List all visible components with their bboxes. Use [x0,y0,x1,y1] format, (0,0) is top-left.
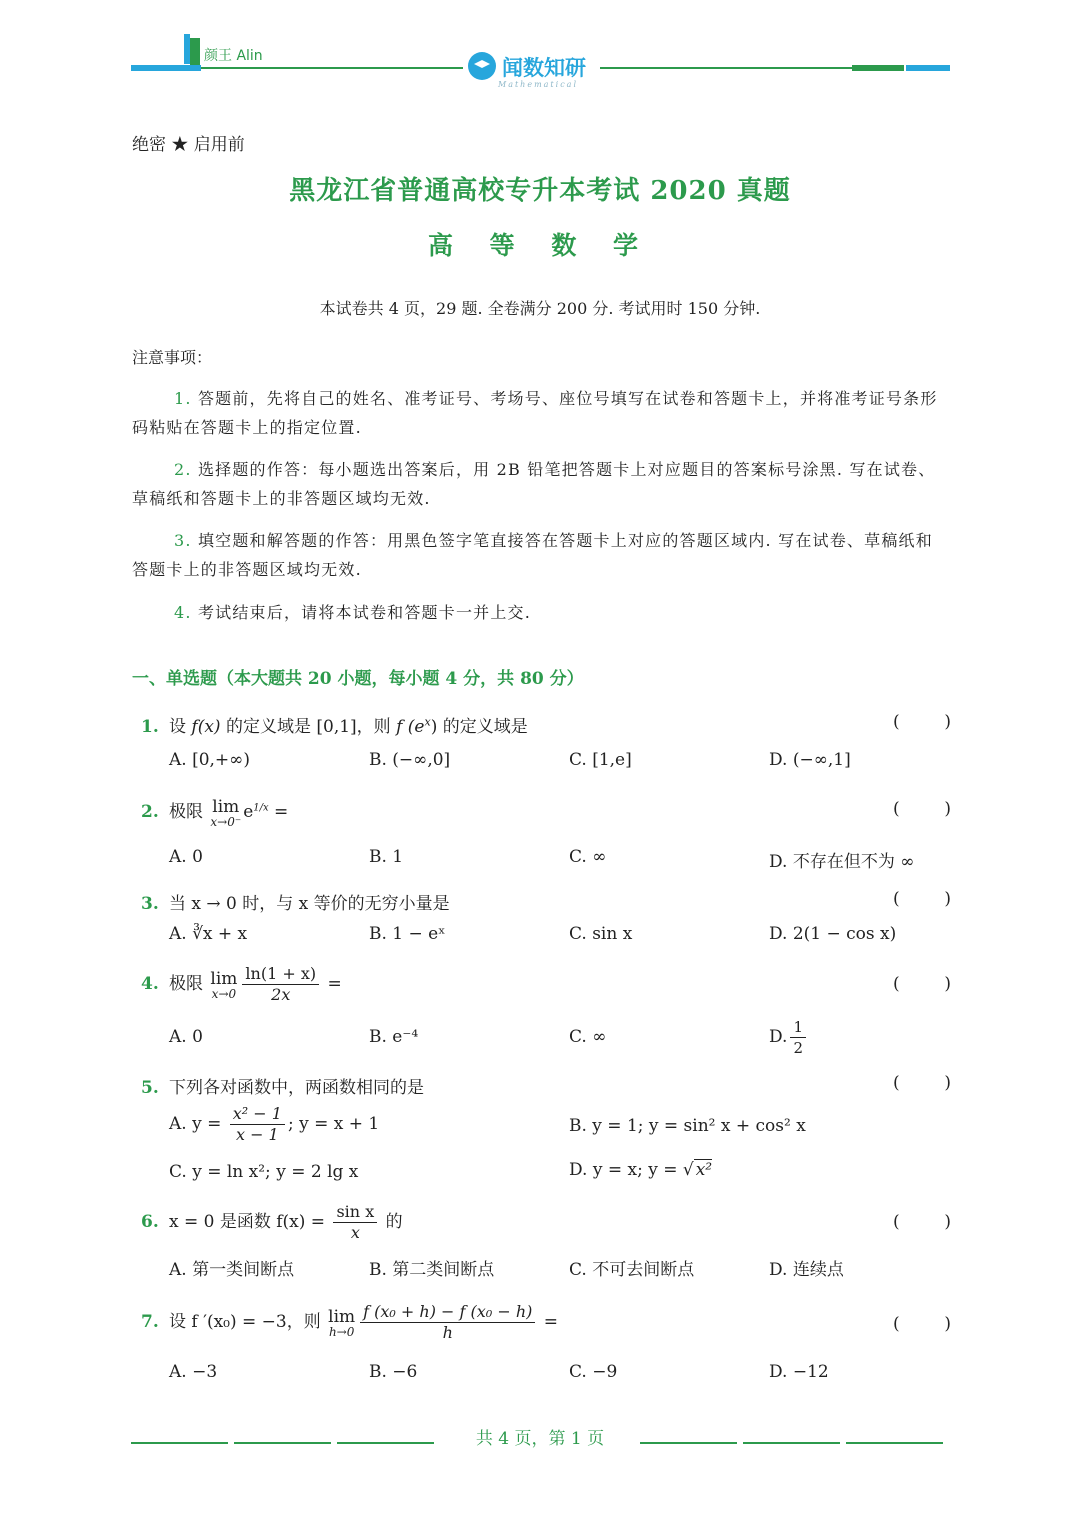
limit-operator [210,798,241,828]
question-5 [141,1073,951,1098]
paren-right: ) [944,799,951,819]
paren-right: ) [944,1073,951,1093]
fraction-numerator: sin x [333,1202,377,1223]
question-stem: 的 [380,1212,403,1232]
option-text: D. y = x; y = [569,1160,683,1180]
notice-item [132,455,950,513]
paren-left: ( [893,1073,900,1093]
option-b: B. e⁻⁴ [369,1027,419,1047]
header-rule-left-blue [131,65,201,71]
question-stem: 设 f ′(x₀) = −3，则 [169,1312,327,1332]
notice-number: 4. [174,603,192,622]
answer-parentheses [893,799,951,819]
option-d [769,1017,809,1058]
exam-info: 本试卷共 4 页，29 题. 全卷满分 200 分. 考试用时 150 分钟. [319,299,761,318]
option-text: A. y = [169,1114,227,1134]
option-c: C. 不可去间断点 [569,1260,695,1280]
notice-text: 答题前，先将自己的姓名、准考证号、考场号、座位号填写在试卷和答题卡上，并将准考证号条形码粘贴在答题卡上的指定位置. [132,389,938,437]
question-stem: x [424,715,431,729]
fraction-denominator: x − 1 [235,1125,279,1144]
option-d: D. (−∞,1] [769,750,851,770]
answer-parentheses [893,1314,951,1334]
answer-parentheses [893,1073,951,1093]
fraction-denominator: 2x [271,985,291,1004]
question-number: 1. [141,717,159,737]
header-center-subtitle: Mathematical [498,80,578,89]
option-a: A. 0 [169,1027,203,1047]
option-a [169,1104,379,1145]
question-number: 6. [141,1212,159,1232]
paren-right: ) [944,889,951,909]
limit-subscript: x→0⁻ [210,814,242,829]
option-b: B. (−∞,0] [369,750,451,770]
page-title: 黑龙江省普通高校专升本考试 2020 真题 [289,176,791,206]
question-number: 4. [141,974,159,994]
option-c: C. ∞ [569,847,607,867]
question-stem: 极限 [169,802,209,822]
question-stem: = [268,802,289,822]
option-b: B. y = 1; y = sin² x + cos² x [569,1116,806,1136]
option-c: C. y = ln x²; y = 2 lg x [169,1162,359,1182]
option-d: D. 连续点 [769,1260,844,1280]
paren-left: ( [893,889,900,909]
option-a: A. 第一类间断点 [169,1260,295,1280]
fraction [790,1017,806,1058]
fraction-denominator: x [350,1223,360,1242]
option-c: C. sin x [569,924,633,944]
question-stem: ) 的定义域是 [430,717,528,737]
option-b: B. 第二类间断点 [369,1260,495,1280]
answer-parentheses [893,712,951,732]
option-a: A. 0 [169,847,203,867]
paren-left: ( [893,1314,900,1334]
paren-right: ) [944,712,951,732]
option-text: ; y = x + 1 [287,1114,380,1134]
limit-operator [328,1308,355,1338]
question-7 [141,1302,951,1343]
question-2 [141,797,951,828]
fraction [242,964,319,1005]
fraction-numerator: x² − 1 [230,1104,285,1125]
paren-left: ( [893,799,900,819]
fraction-denominator: h [442,1323,453,1342]
option-c: C. ∞ [569,1027,607,1047]
limit-text: lim [212,796,240,817]
paren-left: ( [893,1212,900,1232]
limit-text: lim [210,968,238,989]
notice-item [132,526,950,584]
question-stem: f (e [396,717,425,737]
fraction [360,1302,535,1343]
notice-text: 考试结束后，请将本试卷和答题卡一并上交. [191,603,532,622]
limit-subscript: h→0 [328,1324,355,1339]
option-d: D. 不存在但不为 ∞ [769,852,915,872]
option-a: A. ∛x + x [169,924,248,944]
section-heading: 一、单选题（本大题共 20 小题，每小题 4 分，共 80 分） [132,669,584,689]
graduation-cap-icon [468,52,496,80]
radicand: x² [695,1160,713,1180]
question-expr-sup: 1/x [253,802,269,814]
header-rule-right-bar-blue [906,65,950,71]
fraction-numerator: 1 [790,1017,806,1038]
fraction [230,1104,285,1145]
limit-operator [210,970,237,1000]
brand-name: 颜王 Alin [204,48,263,64]
option-b: B. −6 [369,1362,418,1382]
question-6 [141,1202,951,1243]
answer-parentheses [893,889,951,909]
option-d: D. −12 [769,1362,829,1382]
notice-number: 3. [174,531,192,550]
notice-number: 2. [174,460,192,479]
subject-title: 高 等 数 学 [427,231,653,260]
fraction-numerator: f (x₀ + h) − f (x₀ − h) [360,1302,535,1323]
option-d: D. y = x; y = √ x² [569,1160,713,1180]
question-4 [141,964,951,1005]
header-center-title: 闻数知研 [502,56,586,80]
confidential-label: 绝密 ★ 启用前 [132,135,245,155]
question-3 [141,889,951,914]
answer-parentheses [893,1212,951,1232]
question-stem: 极限 [169,974,209,994]
page-number: 共 4 页，第 1 页 [475,1429,605,1449]
question-stem: 设 [169,717,192,737]
question-stem: 的定义域是 [0,1]，则 [220,717,397,737]
question-stem: = [538,1312,559,1332]
question-stem: = [322,974,342,994]
option-a: A. −3 [169,1362,218,1382]
paren-right: ) [944,1314,951,1334]
notice-text: 选择题的作答：每小题选出答案后，用 2B 铅笔把答题卡上对应题目的答案标号涂黑. 写在试卷、草稿纸和答题卡上的非答题区域均无效. [132,460,936,508]
answer-parentheses [893,974,951,994]
question-number: 3. [141,894,159,914]
fraction-denominator: 2 [793,1039,803,1057]
fraction [333,1202,377,1243]
limit-text: lim [328,1306,356,1327]
option-label: D. [769,1027,788,1047]
question-stem: x = 0 是函数 f(x) = [169,1212,331,1232]
header-rule-left-green [201,67,463,69]
paren-right: ) [944,974,951,994]
header-rule-right-green [600,67,852,69]
header-rule-right-bar-green [852,65,904,71]
question-stem: 当 x → 0 时，与 x 等价的无穷小量是 [169,894,450,914]
notice-item [132,384,950,442]
limit-subscript: x→0 [211,986,237,1001]
fraction-numerator: ln(1 + x) [242,964,319,985]
question-1 [141,712,951,737]
option-d: D. 2(1 − cos x) [769,924,897,944]
option-c: C. [1,e] [569,750,632,770]
brand-logo-icon [182,32,204,68]
notice-item [132,598,950,627]
question-stem: 下列各对函数中，两函数相同的是 [169,1078,424,1098]
question-number: 2. [141,802,159,822]
notice-heading: 注意事项： [132,348,213,367]
question-expr: e [243,802,254,822]
question-number: 7. [141,1312,159,1332]
notice-number: 1. [174,389,192,408]
paren-left: ( [893,712,900,732]
option-c: C. −9 [569,1362,618,1382]
question-stem: f(x) [191,717,221,737]
paren-right: ) [944,1212,951,1232]
paren-left: ( [893,974,900,994]
option-b: B. 1 − eˣ [369,924,446,944]
option-b: B. 1 [369,847,404,867]
question-number: 5. [141,1078,159,1098]
option-a: A. [0,+∞) [169,750,250,770]
notice-text: 填空题和解答题的作答：用黑色签字笔直接答在答题卡上对应的答题区域内. 写在试卷、草稿纸和答题卡上的非答题区域均无效. [132,531,933,579]
